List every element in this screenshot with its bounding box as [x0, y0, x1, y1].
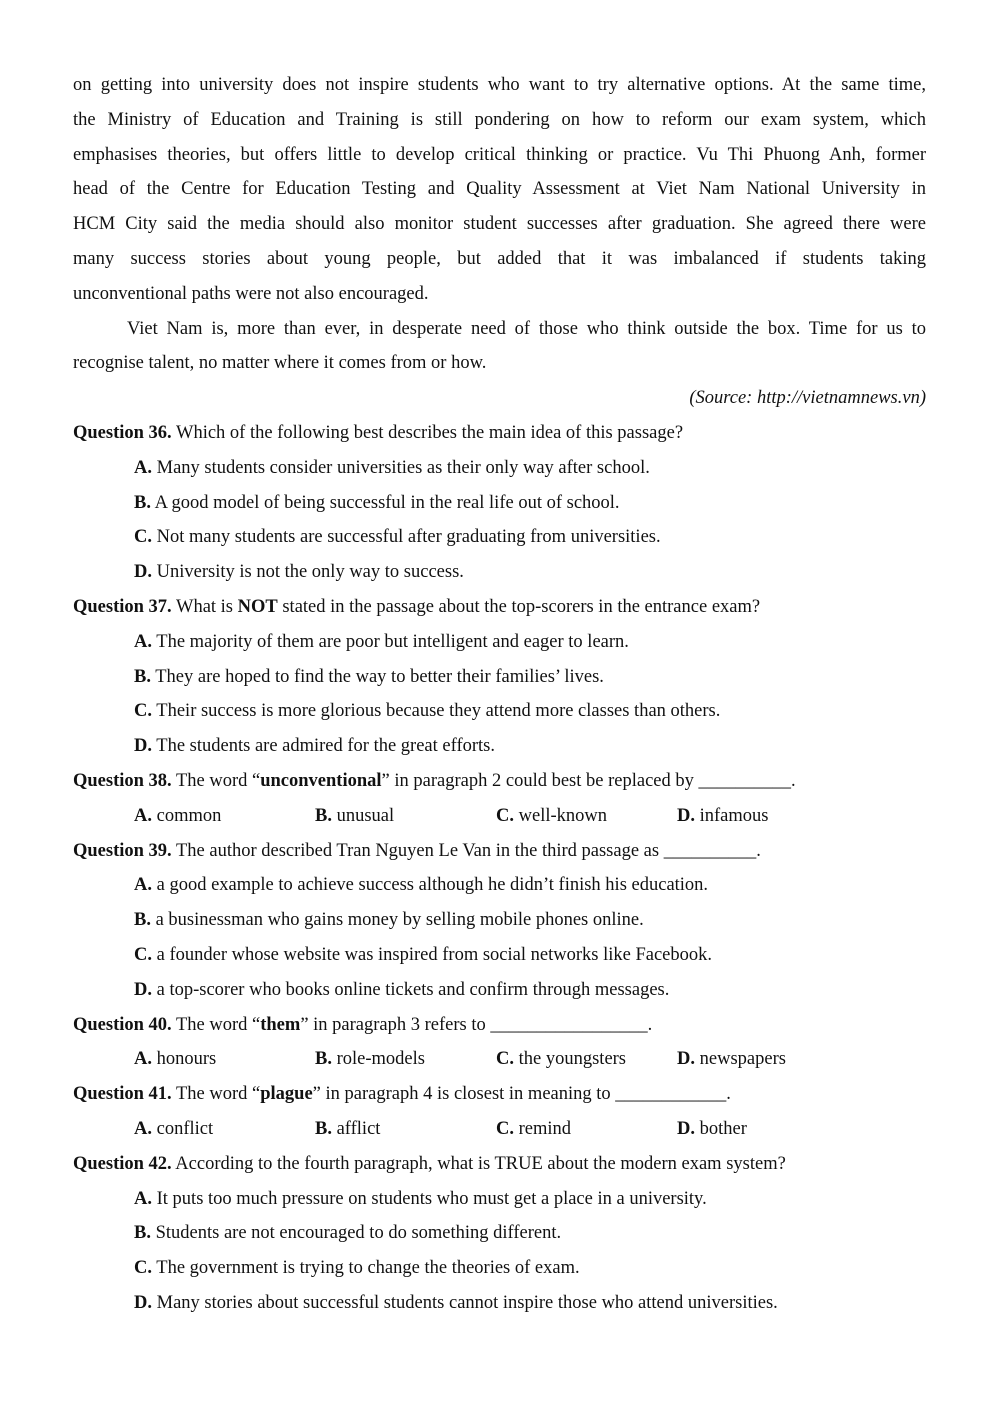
option-text: The students are admired for the great efforts. [152, 736, 495, 757]
option-letter: D. [677, 805, 695, 826]
question-label: Question 42. [73, 1153, 172, 1174]
answer-option [134, 1112, 315, 1147]
answer-option [73, 938, 926, 973]
passage-line: the Ministry of Education and Training is still pondering on how to reform our exam system, which [73, 109, 926, 130]
option-text: The government is trying to change the theories of exam. [152, 1258, 580, 1279]
option-letter: D. [134, 736, 152, 757]
option-text: A good model of being successful in the real life out of school. [150, 492, 620, 513]
option-text: afflict [331, 1118, 381, 1139]
question-40 [73, 1008, 926, 1078]
answer-options-row [73, 1042, 926, 1077]
answer-option [73, 555, 926, 590]
option-letter: C. [134, 944, 152, 965]
question-label: Question 39. [73, 840, 172, 861]
option-text: Many stories about successful students cannot inspire those who attend universities. [152, 1292, 778, 1313]
option-letter: D. [134, 979, 152, 1000]
option-letter: A. [134, 805, 152, 826]
answer-option [73, 868, 926, 903]
exam-page [73, 68, 926, 1321]
option-letter: A. [134, 631, 152, 652]
option-text: Many students consider universities as their only way after school. [152, 457, 650, 478]
question-text: The word “ [171, 1084, 261, 1105]
question-42 [73, 1147, 926, 1321]
answer-option [315, 1112, 496, 1147]
answer-options-row [73, 1112, 926, 1147]
question-text: According to the fourth paragraph, what is TRUE about the modern exam system? [171, 1153, 786, 1174]
option-text: a top-scorer who books online tickets and confirm through messages. [152, 979, 670, 1000]
question-text: ” in paragraph 4 is closest in meaning to ____________. [312, 1084, 731, 1105]
question-text: The word “ [171, 770, 261, 791]
option-text: role-models [331, 1049, 425, 1070]
option-text: The majority of them are poor but intelligent and eager to learn. [152, 631, 629, 652]
option-text: University is not the only way to success. [152, 562, 464, 583]
option-letter: C. [134, 527, 152, 548]
option-text: Students are not encouraged to do something different. [150, 1223, 562, 1244]
option-text: well-known [514, 805, 607, 826]
option-text: a good example to achieve success although he didn’t finish his education. [152, 875, 709, 896]
question-text: ” in paragraph 2 could best be replaced by __________. [381, 770, 796, 791]
answer-option [73, 903, 926, 938]
question-keyword: plague [260, 1084, 313, 1105]
answer-option [73, 660, 926, 695]
option-text: the youngsters [514, 1049, 627, 1070]
option-letter: C. [134, 1258, 152, 1279]
option-letter: D. [134, 1292, 152, 1313]
option-text: honours [152, 1049, 217, 1070]
option-text: a businessman who gains money by selling mobile phones online. [150, 910, 644, 931]
option-text: newspapers [695, 1049, 786, 1070]
option-text: Their success is more glorious because they attend more classes than others. [152, 701, 721, 722]
option-letter: A. [134, 1188, 152, 1209]
answer-option [73, 973, 926, 1008]
answer-options-row [73, 799, 926, 834]
question-36 [73, 416, 926, 590]
option-letter: B. [134, 910, 151, 931]
question-label: Question 37. [73, 596, 172, 617]
question-stem [73, 416, 926, 451]
question-keyword: unconventional [260, 770, 382, 791]
answer-option [73, 486, 926, 521]
question-keyword: them [260, 1014, 301, 1035]
passage-line: emphasises theories, but offers little to develop critical thinking or practice. Vu Thi Phuong Anh, former [73, 144, 926, 165]
question-stem [73, 1008, 926, 1043]
option-letter: A. [134, 875, 152, 896]
answer-option [73, 451, 926, 486]
option-letter: B. [315, 1049, 332, 1070]
answer-option [315, 1042, 496, 1077]
question-39 [73, 834, 926, 1008]
passage-line: recognise talent, no matter where it comes from or how. [73, 353, 487, 374]
option-letter: D. [677, 1118, 695, 1139]
question-text: stated in the passage about the top-scorers in the entrance exam? [277, 596, 761, 617]
option-letter: A. [134, 1049, 152, 1070]
question-label: Question 36. [73, 422, 172, 443]
passage-paragraph-4 [73, 68, 926, 312]
question-label: Question 38. [73, 770, 172, 791]
question-38 [73, 764, 926, 834]
option-letter: B. [315, 805, 332, 826]
answer-option [73, 694, 926, 729]
answer-option [496, 1112, 677, 1147]
answer-option [496, 1042, 677, 1077]
answer-option [677, 1112, 858, 1147]
option-letter: B. [315, 1118, 332, 1139]
answer-option [677, 799, 858, 834]
question-stem [73, 1077, 926, 1112]
answer-option [73, 1251, 926, 1286]
question-stem [73, 834, 926, 869]
question-41 [73, 1077, 926, 1147]
question-stem [73, 764, 926, 799]
option-letter: D. [677, 1049, 695, 1070]
passage-paragraph-5 [73, 312, 926, 382]
option-text: bother [695, 1118, 747, 1139]
question-text: What is [171, 596, 238, 617]
option-letter: B. [134, 492, 151, 513]
option-letter: C. [134, 701, 152, 722]
answer-option [315, 799, 496, 834]
option-letter: B. [134, 1223, 151, 1244]
passage-line: Viet Nam is, more than ever, in desperate need of those who think outside the box. Time for us to [127, 318, 926, 339]
option-letter: D. [134, 562, 152, 583]
option-text: a founder whose website was inspired from social networks like Facebook. [152, 944, 712, 965]
passage-line: unconventional paths were not also encouraged. [73, 283, 429, 304]
answer-option [134, 1042, 315, 1077]
answer-option [73, 729, 926, 764]
answer-option [73, 1216, 926, 1251]
passage-line: on getting into university does not inspire students who want to try alternative options. At the same time, [73, 75, 926, 95]
answer-option [496, 799, 677, 834]
question-label: Question 41. [73, 1084, 172, 1105]
question-text: The word “ [171, 1014, 261, 1035]
question-stem [73, 590, 926, 625]
question-label: Question 40. [73, 1014, 172, 1035]
question-keyword: NOT [237, 596, 278, 617]
option-text: conflict [152, 1118, 214, 1139]
option-letter: C. [496, 1118, 514, 1139]
option-letter: B. [134, 666, 151, 687]
option-text: remind [514, 1118, 572, 1139]
answer-option [677, 1042, 858, 1077]
passage-line: head of the Centre for Education Testing and Quality Assessment at Viet Nam National University in [73, 179, 926, 200]
option-letter: C. [496, 1049, 514, 1070]
option-text: common [152, 805, 222, 826]
option-letter: C. [496, 805, 514, 826]
answer-option [134, 799, 315, 834]
option-text: They are hoped to find the way to better their families’ lives. [150, 666, 604, 687]
answer-option [73, 625, 926, 660]
passage-line: many success stories about young people, but added that it was imbalanced if students taking [73, 248, 926, 269]
question-text: The author described Tran Nguyen Le Van in the third passage as __________. [171, 840, 761, 861]
option-letter: A. [134, 1118, 152, 1139]
passage-line: HCM City said the media should also monitor student successes after graduation. She agreed there were [73, 214, 926, 235]
option-letter: A. [134, 457, 152, 478]
option-text: Not many students are successful after graduating from universities. [152, 527, 661, 548]
answer-option [73, 1286, 926, 1321]
question-stem [73, 1147, 926, 1182]
answer-option [73, 1182, 926, 1217]
answer-option [73, 520, 926, 555]
option-text: It puts too much pressure on students who must get a place in a university. [152, 1188, 707, 1209]
question-text: ” in paragraph 3 refers to _________________. [300, 1014, 653, 1035]
option-text: infamous [695, 805, 769, 826]
question-37 [73, 590, 926, 764]
question-text: Which of the following best describes the main idea of this passage? [171, 422, 684, 443]
option-text: unusual [331, 805, 395, 826]
passage-source: (Source: http://vietnamnews.vn) [689, 388, 926, 409]
